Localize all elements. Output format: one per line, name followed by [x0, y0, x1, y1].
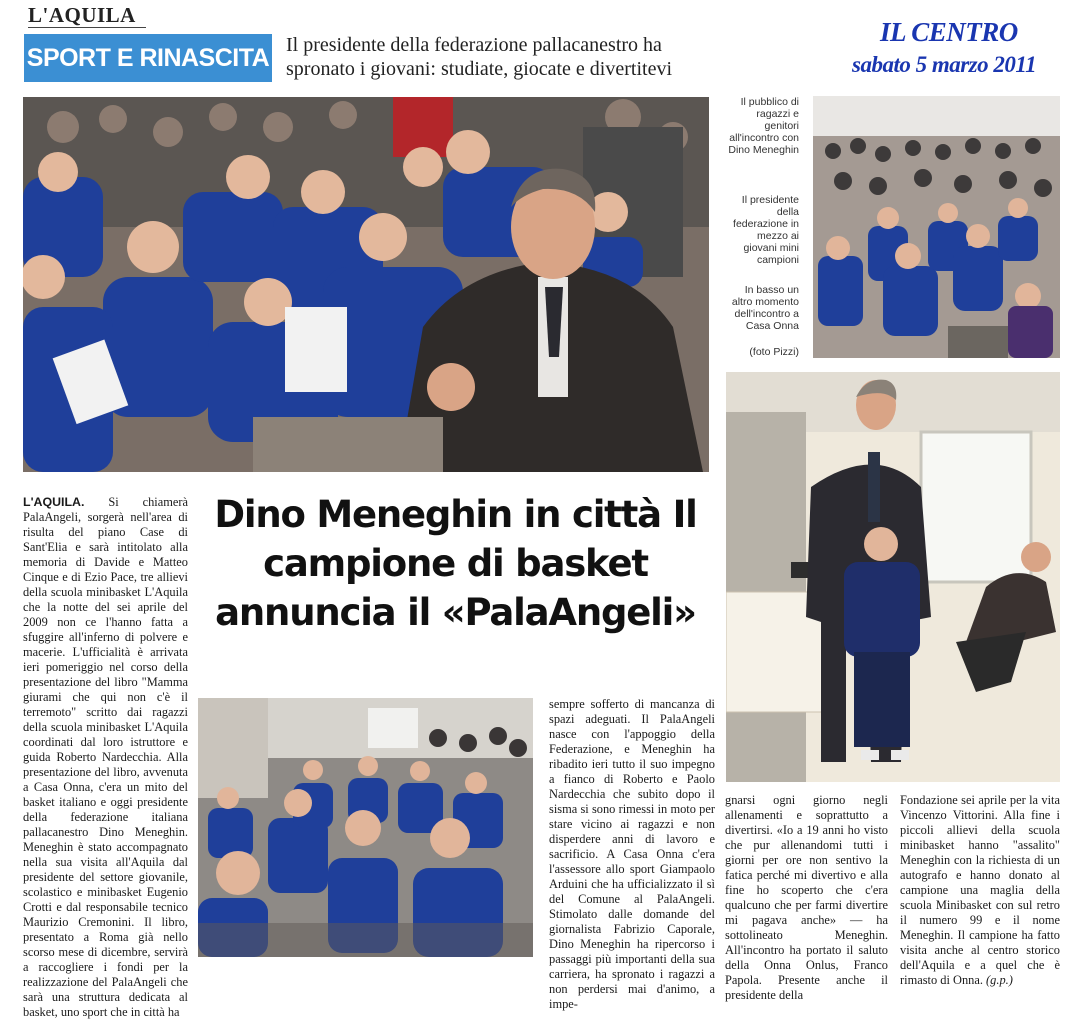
caption-below: In basso un altro momento dell'incontro a Casa Onna [731, 284, 799, 332]
headline: Dino Meneghin in città Il campione di basket annuncia il «PalaAngeli» [214, 493, 697, 634]
caption-audience: Il pubblico di ragazzi e genitori all'incontro con Dino Meneghin [728, 96, 799, 156]
audience-photo [813, 96, 1060, 358]
article-dateline: L'AQUILA. [23, 495, 85, 509]
publication-date: sabato 5 marzo 2011 [852, 52, 1037, 77]
article-column-4 [900, 793, 1060, 988]
kids-seated-photo [198, 698, 533, 957]
section-band: SPORT E RINASCITA [24, 34, 272, 82]
article-column-2: sempre sofferto di mancanza di spazi adeguati. Il PalaAngeli nasce con l'appoggio della Federazione, e Meneghin ha ribadito ieri tutto il suo impegno a fianco di Roberto e Paolo Nardecchia che subito dopo il sisma si sono rimessi in moto per stare vicino ai ragazzi e non disperdere anni di lavoro e sacrificio. A Casa Onna c'era l'assessore allo sport Giampaolo Arduini che ha ufficializzato il sì del Comune al PalaAngeli. Stimolato dalle domande del giornalista Fabrizio Caporale, Dino Meneghin ha ripercorso i passaggi più importanti della sua carriera, ha spronato i ragazzi a non perdersi mai d'animo, a impe- [549, 697, 715, 1011]
masthead: IL CENTRO [880, 17, 1018, 47]
byline: (g.p.) [986, 973, 1013, 987]
main-photo [23, 97, 709, 472]
photo-credit: (foto Pizzi) [749, 346, 799, 358]
article-body-1: Si chiamerà PalaAngeli, sorgerà nell'area di risulta del piano Case di Sant'Elia e sarà intitolato alla memoria di Davide e Matteo Cinque e di Ezio Pace, tre allievi della scuola minibasket L'Aquila che la notte del sei aprile del 2009 non ce l'hanno fatta a sfuggire all'inferno di polvere e macerie. L'ufficialità è arrivata ieri pomeriggio nel corso della presentazione del libro "Mamma giurami che qui non c'è il terremoto" scritto dai ragazzi della scuola minibasket L'Aquila coordinati dal loro istruttore e guida Roberto Nardecchia. Alla presentazione del libro, avvenuta a Casa Onna, c'era un mito del basket italiano e oggi presidente della federazione italiana pallacanestro Dino Meneghin. Meneghin è stato accompagnato nella sua visita all'Aquila dal presidente del settore giovanile, scolastico e minibasket Eugenio Crotti e dal responsabile tecnico Maurizio Cremonini. Il libro, presentato a Roma già nello scorso mese di dicembre, servirà a raccogliere i fondi per la realizzazione del PalaAngeli che sarà una struttura dedicata al basket, uno sport che in città ha [23, 495, 188, 1019]
meneghin-boy-photo [726, 372, 1060, 782]
caption-president: Il presidente della federazione in mezzo ai giovani mini campioni [733, 194, 799, 266]
city-label: L'AQUILA [28, 3, 136, 27]
article-column-3: gnarsi ogni giorno negli allenamenti e soprattutto a divertirsi. «Io a 19 anni ho visto che pur allenandomi tutti i giorni per ore non sentivo la fatica perché mi divertivo e alla fine ho scoperto che c'era qualcuno che per farmi divertire mi pagava anche» — ha sottolineato Meneghin. All'incontro ha portato il saluto della Onna Onlus, Franco Papola. Presente anche il presidente della [725, 793, 888, 1002]
city-underline [28, 27, 146, 28]
kicker: Il presidente della federazione pallacanestro ha spronato i giovani: studiate, giocate e divertitevi [286, 34, 673, 80]
article-column-1 [23, 495, 188, 1020]
article-body-4: Fondazione sei aprile per la vita Vincenzo Vittorini. Alla fine i piccoli allievi della scuola minibasket hanno "assalito" Meneghin con la richiesta di un autografo e hanno donato al campione una maglia della scuola Minibasket con sul retro il numero 99 e il nome Meneghin. Il campione ha fatto visita anche al centro storico dell'Aquila e a quel che è rimasto di Onna. [900, 793, 1060, 987]
